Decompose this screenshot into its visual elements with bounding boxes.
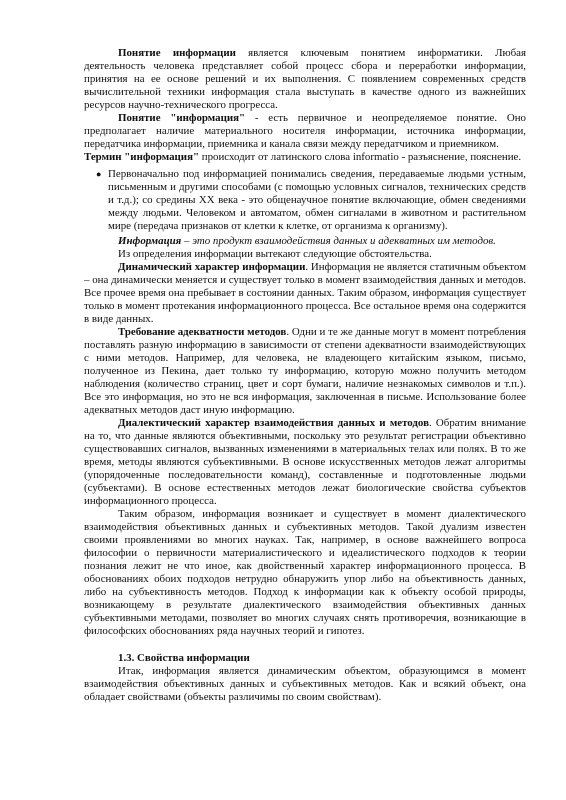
- paragraph-text: Из определения информации вытекают следующие обстоятельства.: [118, 248, 432, 260]
- paragraph-text: - есть первичное и неопределяемое понятие. Оно предполагает наличие материального носителя информации, источника информации, передатчика информации, приемника и канала связи между передатчиком и приемником.: [84, 112, 526, 150]
- term-bold: Понятие информации: [118, 47, 236, 59]
- paragraph-text: . Информация не является статичным объектом – она динамически меняется и существует только в момент взаимодействия данных и методов. Все прочее время она пребывает в состоянии данных. Таким образом, информация существует только в момент протекания информационного процесса. Все остальное время она содержится в виде данных.: [84, 261, 527, 325]
- paragraph-text: происходит от латинского слова informatio - разъяснение, пояснение.: [199, 151, 522, 163]
- list-item: [84, 168, 526, 233]
- term-bold: Термин "информация": [84, 151, 200, 163]
- term-bold: Информация: [118, 235, 182, 247]
- paragraph-text: Итак, информация является динамическим объектом, образующимся в момент взаимодействия объективных данных и субъективных методов. Как и всякий объект, она обладает свойствами (объекты различимы по своим свойствам).: [84, 665, 526, 703]
- bullet-icon: ●: [96, 169, 102, 179]
- term-bold: Диалектический характер взаимодействия данных и методов: [118, 417, 429, 429]
- paragraph-dialectic: [84, 417, 526, 508]
- section-heading-text: 1.3. Свойства информации: [118, 652, 250, 664]
- paragraph-text: Таким образом, информация возникает и существует в момент диалектического взаимодействия объективных данных и субъективных методов. Такой дуализм известен своими проявлениями во многих науках. Так, например, в основе важнейшего вопроса философии о первичности материалистического и идеалистического подходов к теории познания лежит не что иное, как двойственный характер информационного процесса. В обоснованиях обоих подходов нетрудно обнаружить упор либо на объективность данных, либо на субъективность методов. Подход к информации как к объекту особой природы, возникающему в результате диалектического взаимодействия объективных данных субъективными методами, позволяет во многих случаях снять противоречия, возникающие в философских обоснованиях ряда научных теорий и гипотез.: [84, 508, 526, 637]
- paragraph-term: [84, 151, 526, 164]
- paragraph-dynamic: [84, 261, 526, 326]
- paragraph-definition: [84, 235, 526, 248]
- list-item-text: Первоначально под информацией понимались сведения, передаваемые людьми устным, письменным и другими способами (с помощью условных сигналов, технических средств и т.д.); со средины XX века - это общенаучное понятие включающие, обмен сведениями между людьми. Человеком и автоматом, обмен сигналами в животном и растительном мире (передача признаков от клетки к клетке, от организма к организму).: [108, 168, 526, 232]
- section-heading: [118, 652, 526, 665]
- paragraph-properties: [84, 665, 526, 704]
- term-bold: Требование адекватности методов: [118, 326, 287, 338]
- paragraph-concept: [84, 47, 526, 112]
- term-bold: Динамический характер информации: [118, 261, 306, 273]
- paragraph-text: . Одни и те же данные могут в момент потребления поставлять разную информацию в зависимости от степени адекватности взаимодействующих с ними методов. Например, для человека, не владеющего китайским языком, письмо, полученное из Пекина, дает только ту информацию, которую можно получить методом наблюдения (количество страниц, цвет и сорт бумаги, наличие незнакомых символов и т.п.). Все это информация, но это не вся информация, заключенная в письме. Использование более адекватных методов даст иную информацию.: [84, 326, 527, 416]
- paragraph-text: – это продукт взаимодействия данных и адекватных им методов.: [181, 235, 496, 247]
- paragraph-conclusion: [84, 508, 526, 638]
- paragraph-consequences: [84, 248, 526, 261]
- paragraph-text: является ключевым понятием информатики. Любая деятельность человека представляет собой процесс сбора и переработки информации, принятия на ее основе решений и их выполнения. С появлением современных средств вычислительной техники информация стала выступать в качестве одного из важнейших ресурсов научно-технического прогресса.: [84, 47, 526, 111]
- document-page: [84, 47, 526, 704]
- paragraph-text: . Обратим внимание на то, что данные являются объективными, поскольку это результат регистрации объективно существовавших сигналов, вызванных изменениями в материальных телах или полях. В то же время, методы являются субъективными. В основе искусственных методов лежат алгоритмы (упорядоченные последовательности команд), составленные и подготовленные людьми (субъектами). В основе естественных методов лежат биологические свойства субъектов информационного процесса.: [84, 417, 526, 507]
- term-bold: Понятие "информация": [118, 112, 246, 124]
- paragraph-adequacy: [84, 326, 526, 417]
- paragraph-concept-quoted: [84, 112, 526, 151]
